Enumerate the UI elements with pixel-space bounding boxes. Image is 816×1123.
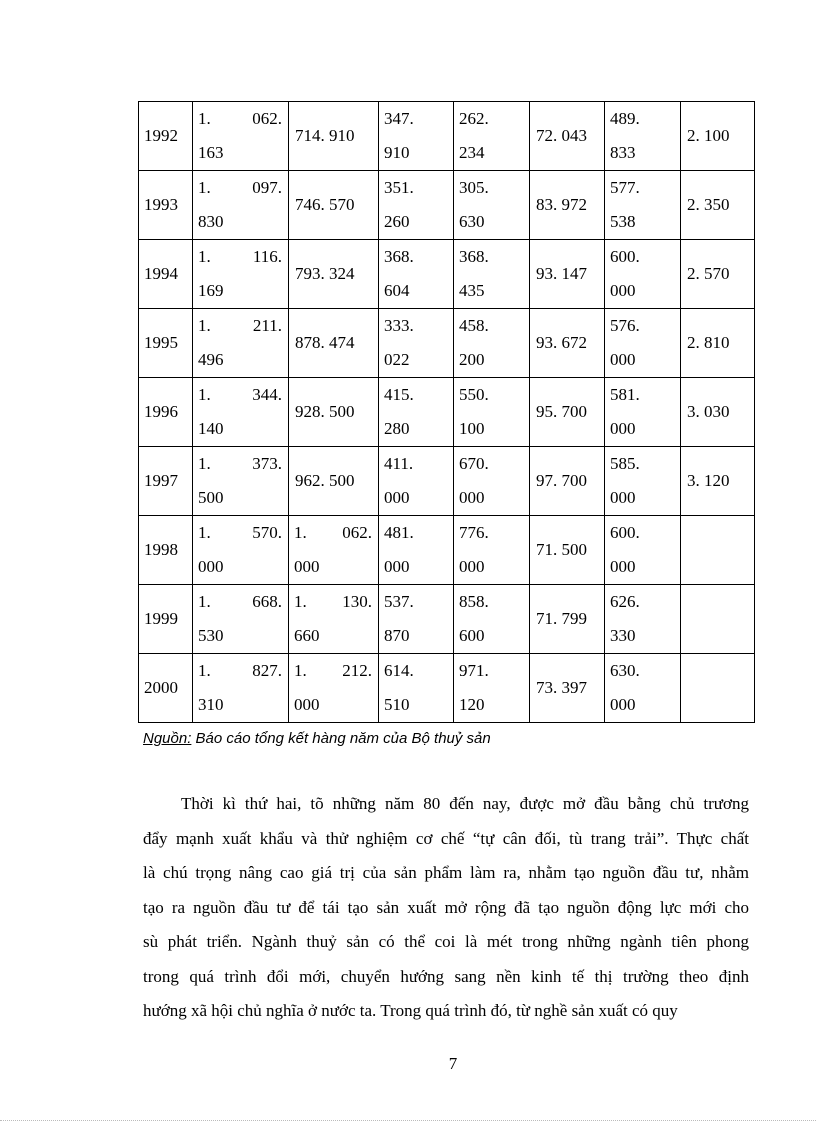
value-part: 1.: [198, 454, 211, 473]
paragraph-line: trong quá trình đổi mới, chuyển hướng sang nền kinh tế thị trường theo định: [143, 966, 749, 986]
value-cell: [379, 654, 454, 723]
value-cell: [193, 309, 289, 378]
value-cell: [193, 378, 289, 447]
value-part: 330: [610, 626, 636, 645]
year-cell: 1994: [139, 240, 193, 309]
table-row: [139, 102, 755, 171]
year-cell: 1992: [139, 102, 193, 171]
value-part: 585.: [610, 454, 640, 473]
value-part: 000: [610, 695, 636, 714]
value-cell: [454, 654, 530, 723]
value-part: 1.: [198, 523, 211, 542]
value-part: 481.: [384, 523, 414, 542]
value-part: 1.: [294, 523, 307, 542]
source-note: [143, 730, 491, 747]
table-row: [139, 309, 755, 378]
value-cell: [454, 240, 530, 309]
value-part: 333.: [384, 316, 414, 335]
value-part: 858.: [459, 592, 489, 611]
value-part: 368.: [384, 247, 414, 266]
value-cell: 71. 799: [530, 585, 605, 654]
value-part: 347.: [384, 109, 414, 128]
value-cell: [605, 654, 681, 723]
value-cell: 95. 700: [530, 378, 605, 447]
value-cell: 73. 397: [530, 654, 605, 723]
value-cell: [605, 309, 681, 378]
value-cell: 714. 910: [289, 102, 379, 171]
value-part: 000: [198, 557, 224, 576]
value-part: 000: [459, 488, 485, 507]
value-cell: [681, 654, 755, 723]
value-part: 116.: [252, 247, 282, 266]
value-part: 1.: [294, 661, 307, 680]
value-cell: [193, 447, 289, 516]
value-part: 530: [198, 626, 224, 645]
value-cell: [454, 378, 530, 447]
value-cell: [605, 585, 681, 654]
value-part: 000: [610, 557, 636, 576]
value-cell: [681, 585, 755, 654]
value-cell: [379, 309, 454, 378]
value-part: 097.: [252, 178, 282, 197]
table-row: [139, 447, 755, 516]
value-part: 600: [459, 626, 485, 645]
value-cell: [193, 171, 289, 240]
value-part: 415.: [384, 385, 414, 404]
source-label: Nguồn:: [143, 730, 192, 747]
value-part: 140: [198, 419, 224, 438]
paragraph-line: hướng xã hội chủ nghĩa ở nước ta. Trong quá trình đó, từ nghề sản xuất có quy: [143, 1001, 678, 1020]
value-part: 310: [198, 695, 224, 714]
value-part: 435: [459, 281, 485, 300]
value-cell: [289, 585, 379, 654]
value-part: 000: [610, 419, 636, 438]
value-cell: [605, 240, 681, 309]
value-part: 776.: [459, 523, 489, 542]
value-part: 1.: [198, 385, 211, 404]
value-part: 510: [384, 695, 410, 714]
page-bottom-divider: [0, 1120, 816, 1121]
value-part: 000: [610, 488, 636, 507]
value-cell: [605, 516, 681, 585]
value-part: 000: [610, 350, 636, 369]
value-part: 600.: [610, 247, 640, 266]
value-cell: [379, 378, 454, 447]
value-part: 212.: [342, 661, 372, 680]
value-part: 262.: [459, 109, 489, 128]
value-part: 827.: [252, 661, 282, 680]
body-paragraph: [143, 787, 749, 1029]
value-part: 614.: [384, 661, 414, 680]
paragraph-line: Thời kì thứ hai, tõ những năm 80 đến nay, được mở đầu bằng chủ trương: [181, 794, 749, 813]
value-cell: 746. 570: [289, 171, 379, 240]
value-cell: [193, 654, 289, 723]
value-cell: 928. 500: [289, 378, 379, 447]
value-part: 1.: [198, 178, 211, 197]
value-part: 000: [459, 557, 485, 576]
value-part: 022: [384, 350, 410, 369]
value-part: 1.: [294, 592, 307, 611]
value-part: 120: [459, 695, 485, 714]
value-part: 489.: [610, 109, 640, 128]
year-cell: 1999: [139, 585, 193, 654]
value-cell: [454, 447, 530, 516]
value-part: 1.: [198, 316, 211, 335]
value-cell: 793. 324: [289, 240, 379, 309]
value-cell: [193, 102, 289, 171]
value-cell: 962. 500: [289, 447, 379, 516]
value-part: 1.: [198, 592, 211, 611]
value-cell: 72. 043: [530, 102, 605, 171]
value-part: 604: [384, 281, 410, 300]
value-cell: [379, 102, 454, 171]
value-cell: [681, 516, 755, 585]
value-cell: [454, 585, 530, 654]
value-cell: [379, 516, 454, 585]
value-part: 280: [384, 419, 410, 438]
year-cell: 1995: [139, 309, 193, 378]
value-part: 600.: [610, 523, 640, 542]
value-cell: 2. 100: [681, 102, 755, 171]
value-part: 1.: [198, 247, 211, 266]
value-part: 668.: [252, 592, 282, 611]
value-part: 660: [294, 626, 320, 645]
table-row: [139, 378, 755, 447]
value-part: 971.: [459, 661, 489, 680]
value-part: 000: [294, 557, 320, 576]
table-row: [139, 171, 755, 240]
value-cell: 878. 474: [289, 309, 379, 378]
value-part: 062.: [252, 109, 282, 128]
value-cell: [605, 378, 681, 447]
value-cell: 93. 147: [530, 240, 605, 309]
value-part: 000: [384, 488, 410, 507]
value-part: 496: [198, 350, 224, 369]
value-part: 411.: [384, 454, 414, 473]
value-cell: 97. 700: [530, 447, 605, 516]
value-part: 344.: [252, 385, 282, 404]
value-part: 260: [384, 212, 410, 231]
value-cell: 3. 030: [681, 378, 755, 447]
value-cell: 2. 350: [681, 171, 755, 240]
table-row: [139, 516, 755, 585]
value-cell: [454, 309, 530, 378]
value-cell: [193, 240, 289, 309]
year-cell: 1997: [139, 447, 193, 516]
value-cell: 71. 500: [530, 516, 605, 585]
value-part: 630.: [610, 661, 640, 680]
paragraph-line: tạo ra nguồn đầu tư để tái tạo sản xuất mở rộng đã tạo nguồn động lực mới cho: [143, 897, 749, 917]
value-cell: 93. 672: [530, 309, 605, 378]
value-part: 368.: [459, 247, 489, 266]
paragraph-line: là chú trọng nâng cao giá trị của sản phẩm làm ra, nhằm tạo nguồn đầu tư, nhằm: [143, 863, 749, 882]
value-part: 458.: [459, 316, 489, 335]
value-part: 1.: [198, 109, 211, 128]
value-part: 305.: [459, 178, 489, 197]
value-part: 833: [610, 143, 636, 162]
value-part: 630: [459, 212, 485, 231]
year-cell: 2000: [139, 654, 193, 723]
value-part: 538: [610, 212, 636, 231]
value-cell: [289, 516, 379, 585]
table-row: [139, 585, 755, 654]
value-part: 576.: [610, 316, 640, 335]
value-part: 200: [459, 350, 485, 369]
value-cell: [379, 171, 454, 240]
value-part: 373.: [252, 454, 282, 473]
value-part: 062.: [342, 523, 372, 542]
year-cell: 1996: [139, 378, 193, 447]
year-cell: 1998: [139, 516, 193, 585]
value-part: 234: [459, 143, 485, 162]
value-cell: [454, 516, 530, 585]
value-part: 351.: [384, 178, 414, 197]
value-part: 870: [384, 626, 410, 645]
value-part: 500: [198, 488, 224, 507]
value-cell: 2. 810: [681, 309, 755, 378]
value-cell: [605, 447, 681, 516]
value-cell: [379, 240, 454, 309]
value-cell: [454, 171, 530, 240]
value-part: 626.: [610, 592, 640, 611]
value-part: 670.: [459, 454, 489, 473]
value-part: 1.: [198, 661, 211, 680]
value-part: 000: [610, 281, 636, 300]
value-part: 581.: [610, 385, 640, 404]
value-cell: [193, 516, 289, 585]
value-cell: 2. 570: [681, 240, 755, 309]
value-part: 211.: [252, 316, 282, 335]
value-part: 169: [198, 281, 224, 300]
table-row: [139, 654, 755, 723]
value-part: 100: [459, 419, 485, 438]
value-cell: [605, 171, 681, 240]
value-cell: 3. 120: [681, 447, 755, 516]
table-row: [139, 240, 755, 309]
paragraph-line: sù phát triển. Ngành thuỷ sản có thể coi là mét trong những ngành tiên phong: [143, 932, 749, 951]
value-cell: [289, 654, 379, 723]
value-part: 130.: [342, 592, 372, 611]
value-part: 570.: [252, 523, 282, 542]
value-part: 577.: [610, 178, 640, 197]
value-cell: [379, 585, 454, 654]
table-body: [139, 102, 755, 723]
value-cell: [605, 102, 681, 171]
value-part: 537.: [384, 592, 414, 611]
year-cell: 1993: [139, 171, 193, 240]
value-part: 000: [294, 695, 320, 714]
value-part: 550.: [459, 385, 489, 404]
value-cell: [379, 447, 454, 516]
paragraph-line: đẩy mạnh xuất khẩu và thử nghiệm cơ chế “tự cân đối, tù trang trải”. Thực chất: [143, 828, 749, 848]
value-part: 163: [198, 143, 224, 162]
value-part: 910: [384, 143, 410, 162]
value-part: 000: [384, 557, 410, 576]
value-cell: [193, 585, 289, 654]
value-cell: 83. 972: [530, 171, 605, 240]
value-part: 830: [198, 212, 224, 231]
source-text: Báo cáo tổng kết hàng năm của Bộ thuỷ sản: [191, 730, 491, 747]
page-number: 7: [448, 1054, 458, 1073]
value-cell: [454, 102, 530, 171]
statistics-table: [138, 101, 755, 723]
